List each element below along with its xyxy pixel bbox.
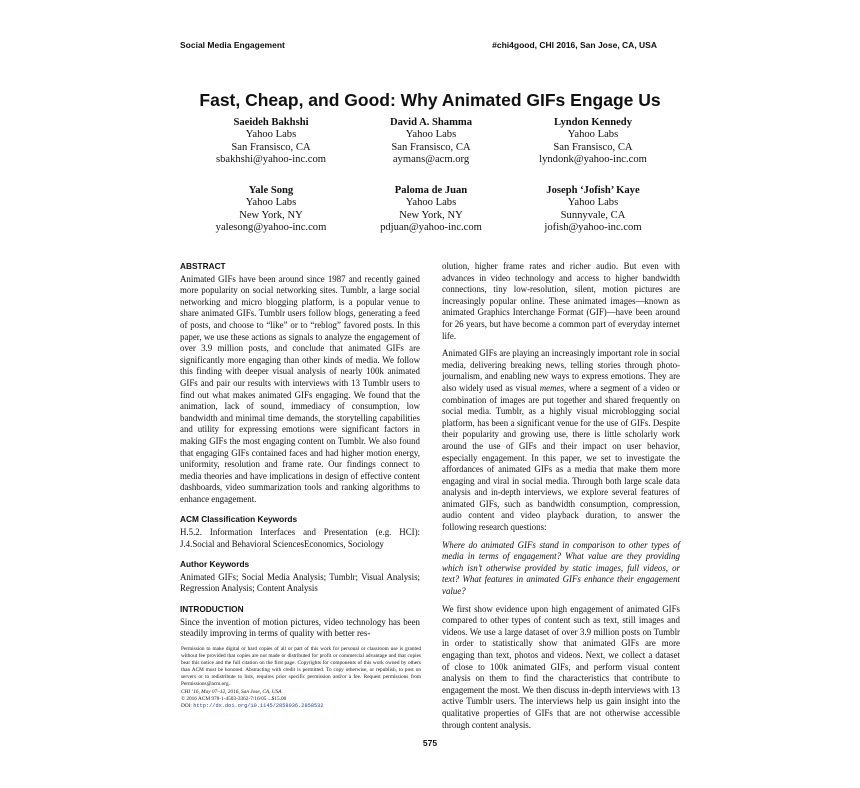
author-keywords-section [180, 559, 420, 595]
author-affiliation: Yahoo Labs [245, 129, 297, 141]
author-email: jofish@yahoo-inc.com [544, 222, 642, 234]
author-name: Yale Song [248, 185, 294, 196]
permission-text: Permission to make digital or hard copies of all or part of this work for personal or classroom use is granted without fee provided that copies are not made or distributed for profit or commercial advantage and that copies bear this notice and the full citation on the first page. Copyrights for components of this work owned by others than ACM must be honored. Abstracting with credit is permitted. To copy otherwise, or republish, to post on servers or to redistribute to lists, requires prior specific permission and/or a fee. Request permissions from Permissions@acm.org. [181, 646, 421, 688]
author-email: aymans@acm.org [392, 154, 470, 166]
body-text: Animated GIFs are playing an increasingly important role in social media, delivering breaking news, telling stories through photo-journalism, and enabling new ways to express emotions. They are also widely used as visual [442, 348, 680, 393]
author-location: Sunnyvale, CA [560, 209, 626, 221]
introduction-text: Since the invention of motion pictures, video technology has been steadily improving in terms of quality with better res- [180, 616, 420, 639]
author-name: Saeideh Bakhshi [233, 117, 309, 128]
running-header-left: Social Media Engagement [180, 40, 285, 50]
body-paragraph: We first show evidence upon high engagement of animated GIFs compared to other types of content such as text, still images and videos. We use a large dataset of over 3.9 million posts on Tumblr in order to statistically show that animated GIFs are more engaging than text, photos and videos. Next, we collect a dataset of close to 100k animated GIFs, and perform visual content analysis on them to find the characteristics that contribute to engagement the most. We then discuss in-depth interviews with 13 active Tumblr users. The interviews help us gain insight into the qualitative properties of GIFs that are not otherwise accessible through content analysis. [442, 603, 680, 730]
author-block [186, 185, 356, 235]
conference-info: CHI ’16, May 07–12, 2016, San Jose, CA, USA [181, 688, 282, 695]
acm-classification-section [180, 514, 420, 550]
doi-line [181, 703, 421, 710]
abstract-section [180, 261, 420, 505]
right-column [442, 261, 680, 737]
author-keywords-text: Animated GIFs; Social Media Analysis; Tumblr; Visual Analysis; Regression Analysis; Content Analysis [180, 571, 420, 594]
introduction-section [180, 604, 420, 640]
author-affiliation: Yahoo Labs [567, 197, 619, 209]
emphasis-text: memes [539, 382, 564, 393]
research-questions: Where do animated GIFs stand in comparison to other types of media in terms of engagement? What value are they providing which isn’t otherwise provided by static images, full videos, or text? What features in animated GIFs enhance their engagement value? [442, 539, 680, 597]
author-block [346, 185, 516, 235]
author-block [508, 117, 678, 167]
paper-title: Fast, Cheap, and Good: Why Animated GIFs Engage Us [199, 90, 661, 110]
doi-label: DOI: [181, 702, 192, 709]
author-name: Joseph ‘Jofish’ Kaye [546, 185, 640, 196]
author-affiliation: Yahoo Labs [567, 129, 619, 141]
author-email: yalesong@yahoo-inc.com [215, 222, 327, 234]
permission-footnote [181, 646, 421, 710]
body-text: , where a segment of a video or combination of images are put together and shared frequently on social media. Tumblr, as a highly visual microblogging social platform, has been a significant venue for the use of GIFs. Despite their popularity and growing use, there is little scholarly work around the use of GIFs and their impact on user behavior, especially engagement. In this paper, we set to investigate the affordances of animated GIFs as a media that make them more engaging and viral in social media. Through both large scale data analysis and in-depth interviews, we explore several features of animated GIFs, such as bandwidth consumption, compression, audio content and video playback duration, to answer the following research questions: [442, 382, 681, 533]
author-location: San Fransisco, CA [231, 141, 311, 153]
author-keywords-heading: Author Keywords [180, 559, 250, 570]
author-email: sbakhshi@yahoo-inc.com [215, 154, 327, 166]
author-name: Lyndon Kennedy [553, 117, 632, 128]
author-name: Paloma de Juan [394, 185, 468, 196]
body-paragraph: olution, higher frame rates and richer audio. But even with advances in video technology and access to higher bandwidth connections, tiny low-resolution, silent, motion pictures are increasingly popular online. These animated images—known as animated Graphics Interchange Format (GIF)—have been around for 26 years, but have become a common part of everyday internet life. [442, 261, 680, 341]
author-block [508, 185, 678, 235]
author-location: San Fransisco, CA [391, 141, 471, 153]
author-location: San Fransisco, CA [553, 141, 633, 153]
doi-link[interactable]: http://dx.doi.org/10.1145/2858036.2858532 [193, 702, 324, 709]
abstract-heading: ABSTRACT [180, 261, 226, 271]
author-email: pdjuan@yahoo-inc.com [380, 222, 482, 234]
author-block [346, 117, 516, 167]
author-block [186, 117, 356, 167]
left-column [180, 261, 420, 649]
acm-classification-heading: ACM Classification Keywords [180, 514, 298, 525]
page-number: 575 [422, 738, 438, 748]
author-name: David A. Shamma [389, 117, 473, 128]
body-paragraph [442, 348, 680, 534]
acm-classification-text: H.5.2. Information Interfaces and Presentation (e.g. HCI): J.4.Social and Behavioral SciencesEconomics, Sociology [180, 527, 420, 549]
author-affiliation: Yahoo Labs [245, 197, 297, 209]
author-affiliation: Yahoo Labs [405, 197, 457, 209]
author-affiliation: Yahoo Labs [405, 129, 457, 141]
running-header-right: #chi4good, CHI 2016, San Jose, CA, USA [492, 40, 657, 50]
introduction-heading: INTRODUCTION [180, 604, 244, 615]
author-email: lyndonk@yahoo-inc.com [539, 154, 647, 166]
abstract-text: Animated GIFs have been around since 1987 and recently gained more popularity on social networking sites. Tumblr, a large social networking and micro blogging platform, is a popular venue to share animated GIFs. Tumblr users follow blogs, generating a feed of posts, and choose to “like” or to “reblog” favored posts. In this paper, we use these actions as signals to analyze the engagement of over 3.9 million posts, and conclude that animated GIFs are significantly more engaging than other kinds of media. We follow this finding with deeper visual analysis of nearly 100k animated GIFs and pair our results with interviews with 13 Tumblr users to find out what makes animated GIFs engaging. We found that the animation, lack of sound, immediacy of consumption, low bandwidth and minimal time demands, the storytelling capabilities and utility for expressing emotions were significant factors in making GIFs the most engaging content on Tumblr. We also found that engaging GIFs contained faces and had higher motion energy, uniformity, resolution and frame rate. Our findings connect to media theories and have implications in design of effective content dashboards, video summarization tools and ranking algorithms to enhance engagement. [180, 273, 420, 504]
author-location: New York, NY [239, 209, 303, 221]
copyright-line: © 2016 ACM 978-1-4503-3362-7/16/05 ...$15.00 [181, 695, 287, 702]
author-location: New York, NY [399, 209, 463, 221]
